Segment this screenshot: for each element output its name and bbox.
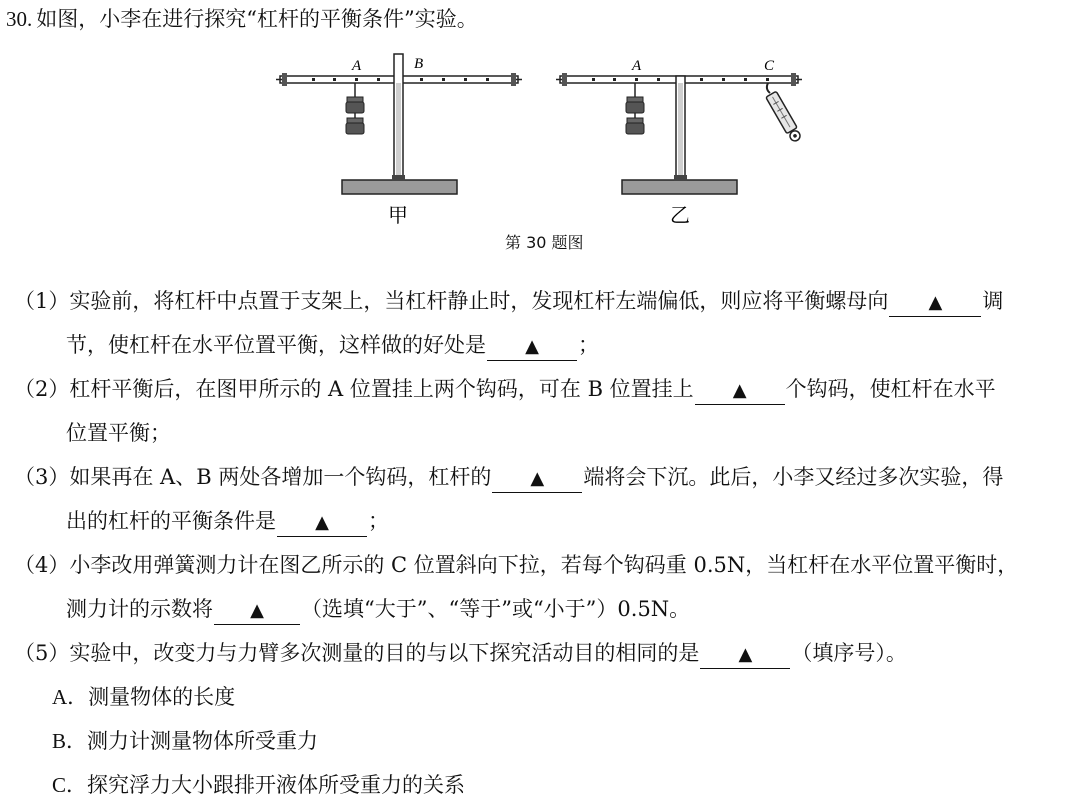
label-panel-jia: 甲 <box>388 203 408 227</box>
part-3-line-1: （3）如果再在 A、B 两处各增加一个钩码，杠杆的 ▲ 端将会下沉。此后，小李又经过多次实验，得 <box>14 462 1003 493</box>
balance-nut-left-end <box>282 73 287 86</box>
answer-blank-4[interactable]: ▲ <box>214 596 300 625</box>
part-1-line-1: （1）实验前，将杠杆中点置于支架上，当杠杆静止时，发现杠杆左端偏低，则应将平衡螺母向 ▲ 调 <box>14 286 1003 317</box>
answer-blank-5[interactable]: ▲ <box>700 640 790 669</box>
part-2-line-1: （2）杠杆平衡后，在图甲所示的 A 位置挂上两个钩码，可在 B 位置挂上 ▲ 个钩码，使杠杆在水平 <box>14 374 996 405</box>
label-point-c: C <box>764 58 775 74</box>
answer-blank-1b[interactable]: ▲ <box>487 332 577 361</box>
question-number: 30. <box>6 7 33 31</box>
label-point-a-right: A <box>632 58 642 74</box>
lever-figure <box>260 44 820 234</box>
label-point-b-left: B <box>414 56 424 72</box>
lever-setup-left <box>276 54 522 227</box>
answer-blank-3a[interactable]: ▲ <box>492 464 582 493</box>
option-b: B．测力计测量物体所受重力 <box>52 729 319 753</box>
part-4-line-1: （4）小李改用弹簧测力计在图乙所示的 C 位置斜向下拉，若每个钩码重 0.5N，当杠杆在水平位置平衡时， <box>14 553 1019 577</box>
hook-weights-right <box>626 83 644 134</box>
stand-base-right <box>622 180 737 194</box>
part-3-line-2: 出的杠杆的平衡条件是 ▲ ； <box>66 506 389 537</box>
option-a: A．测量物体的长度 <box>52 685 236 709</box>
answer-blank-1a[interactable]: ▲ <box>889 288 981 317</box>
part-1-line-2: 节，使杠杆在水平位置平衡，这样做的好处是 ▲ ； <box>66 330 599 361</box>
hook-weights-left <box>346 83 364 134</box>
lever-setup-right <box>556 58 803 227</box>
answer-blank-3b[interactable]: ▲ <box>277 508 367 537</box>
label-panel-yi: 乙 <box>670 203 690 227</box>
question-stem-text: 如图，小李在进行探究“杠杆的平衡条件”实验。 <box>36 7 478 31</box>
part-4-line-2: 测力计的示数将 ▲ （选填“大于”、“等于”或“小于”）0.5N。 <box>66 594 690 625</box>
option-c: C．探究浮力大小跟排开液体所受重力的关系 <box>52 773 466 797</box>
label-point-a-left: A <box>352 58 362 74</box>
stand-base-left <box>342 180 457 194</box>
answer-blank-2[interactable]: ▲ <box>695 376 785 405</box>
part-2-line-2: 位置平衡； <box>66 421 171 445</box>
figure-caption: 第 30 题图 <box>505 233 584 252</box>
spring-scale <box>766 83 803 143</box>
part-5-line-1: （5）实验中，改变力与力臂多次测量的目的与以下探究活动目的相同的是 ▲ （填序号）。 <box>14 638 907 669</box>
question-stem <box>6 4 478 34</box>
balance-nut-right-end <box>511 73 516 86</box>
